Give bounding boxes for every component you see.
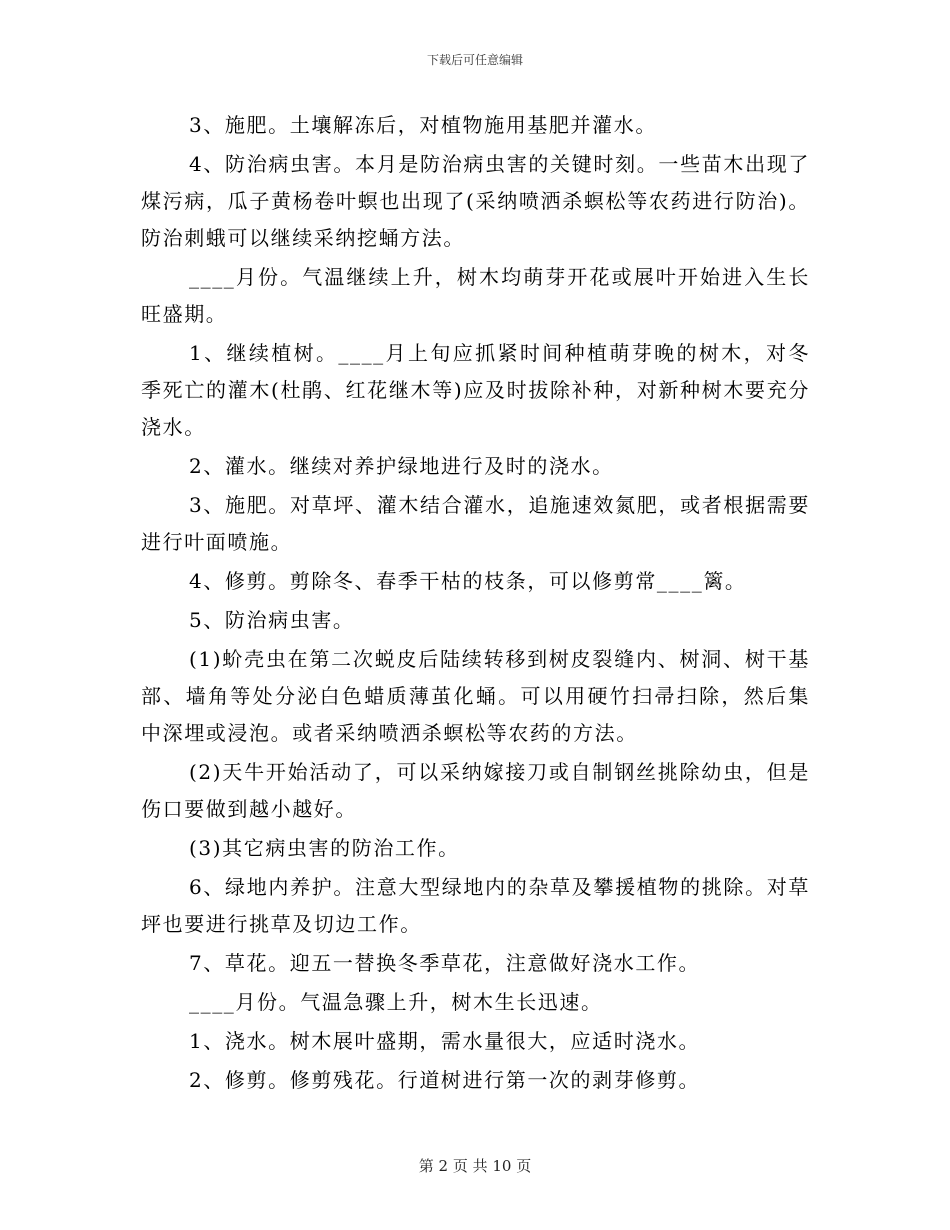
paragraph-longhorn-beetle: (2)天牛开始活动了，可以采纳嫁接刀或自制钢丝挑除幼虫，但是伤口要做到越小越好。 [141,760,810,821]
paragraph-fertilize-2: 3、施肥。对草坪、灌木结合灌水，追施速效氮肥，或者根据需要进行叶面喷施。 [141,493,810,554]
paragraph-watering: 1、浇水。树木展叶盛期，需水量很大，应适时浇水。 [189,1029,701,1053]
paragraph-pest-control-1: 4、防治病虫害。本月是防治病虫害的关键时刻。一些苗木出现了煤污病，瓜子黄杨卷叶螟也出现了(采纳喷洒杀螟松等农药进行防治)。防治刺蛾可以继续采纳挖蛹方法。 [141,152,810,250]
paragraph-fertilize-1: 3、施肥。土壤解冻后，对植物施用基肥并灌水。 [189,113,657,137]
page-number: 第 2 页 共 10 页 [418,1157,532,1175]
paragraph-month-heading-2: ____月份。气温急骤上升，树木生长迅速。 [189,990,603,1014]
paragraph-flowers: 7、草花。迎五一替换冬季草花，注意做好浇水工作。 [189,951,701,975]
paragraph-scale-insect: (1)蚧壳虫在第二次蜕皮后陆续转移到树皮裂缝内、树洞、树干基部、墙角等处分泌白色蜡质薄茧化蛹。可以用硬竹扫帚扫除，然后集中深埋或浸泡。或者采纳喷洒杀螟松等农药的方法。 [141,647,810,745]
paragraph-planting: 1、继续植树。____月上旬应抓紧时间种植萌芽晚的树木，对冬季死亡的灌木(杜鹃、红花继木等)应及时拔除补种，对新种树木要充分浇水。 [141,341,810,439]
paragraph-green-maintenance: 6、绿地内养护。注意大型绿地内的杂草及攀援植物的挑除。对草坪也要进行挑草及切边工作。 [141,875,810,936]
paragraph-month-heading-1: ____月份。气温继续上升，树木均萌芽开花或展叶开始进入生长旺盛期。 [141,265,810,326]
paragraph-irrigation: 2、灌水。继续对养护绿地进行及时的浇水。 [189,454,614,478]
paragraph-pruning-1: 4、修剪。剪除冬、春季干枯的枝条，可以修剪常____篱。 [189,569,747,593]
paragraph-pruning-2: 2、修剪。修剪残花。行道树进行第一次的剥芽修剪。 [189,1068,701,1092]
page-header: 下载后可任意编辑 [426,53,523,67]
document-body [141,107,810,1101]
paragraph-other-pests: (3)其它病虫害的防治工作。 [189,836,460,860]
paragraph-pest-control-2: 5、防治病虫害。 [189,608,355,632]
